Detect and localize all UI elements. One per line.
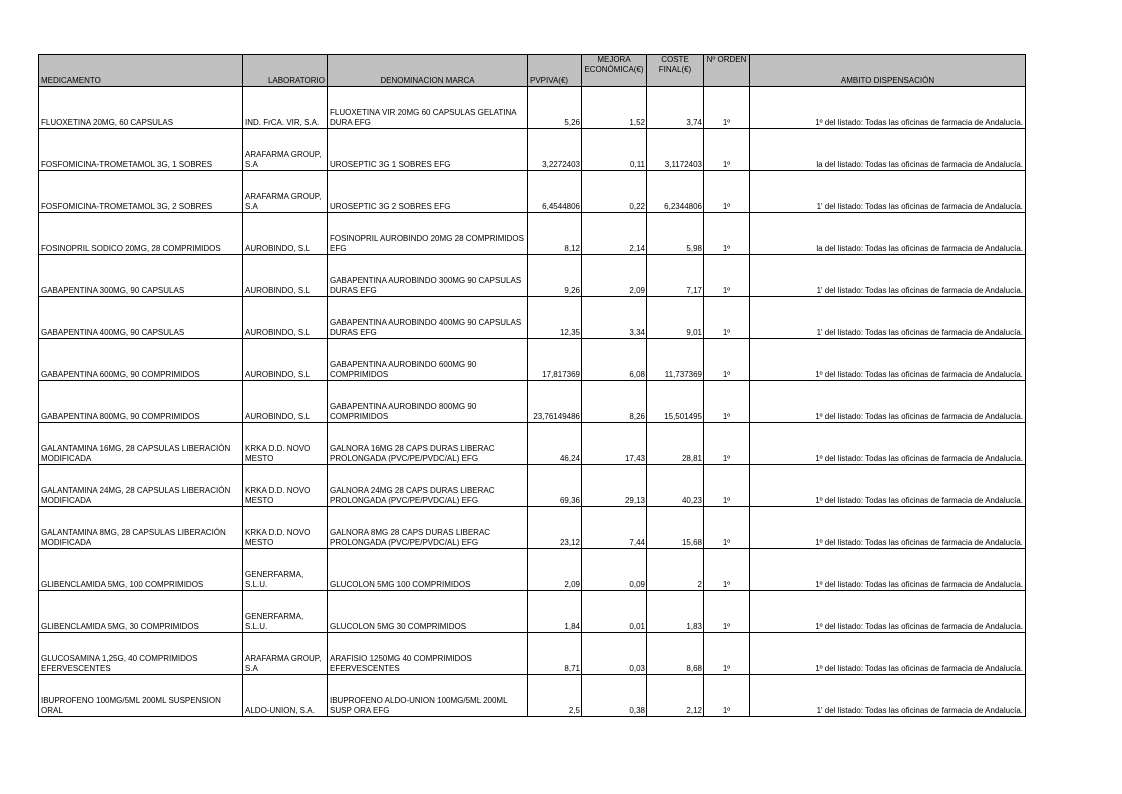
cell-orden: 1º [704, 255, 750, 297]
cell-mejora: 0,09 [582, 549, 647, 591]
cell-laboratorio: ALDO-UNION, S.A. [243, 675, 328, 717]
cell-laboratorio: GENERFARMA, S.L.U. [243, 591, 328, 633]
cell-denominacion: GABAPENTINA AUROBINDO 300MG 90 CAPSULAS DURAS EFG [328, 255, 528, 297]
cell-ambito: 1' del listado: Todas las oficinas de farmacia de Andalucía. [750, 171, 1026, 213]
cell-mejora: 0,03 [582, 633, 647, 675]
cell-pvpiva: 12,35 [528, 297, 582, 339]
table-row [39, 465, 1026, 507]
cell-orden: 1º [704, 675, 750, 717]
cell-pvpiva: 2,5 [528, 675, 582, 717]
cell-coste: 11,737369 [647, 339, 704, 381]
cell-pvpiva: 8,12 [528, 213, 582, 255]
cell-mejora: 2,09 [582, 255, 647, 297]
cell-pvpiva: 23,76149486 [528, 381, 582, 423]
cell-orden: 1º [704, 423, 750, 465]
cell-orden: 1º [704, 465, 750, 507]
table-row [39, 297, 1026, 339]
col-header-laboratorio: LABORATORIO [243, 55, 328, 87]
cell-ambito: 1' del listado: Todas las oficinas de farmacia de Andalucía. [750, 675, 1026, 717]
cell-denominacion: GABAPENTINA AUROBINDO 400MG 90 CAPSULAS DURAS EFG [328, 297, 528, 339]
cell-orden: 1º [704, 633, 750, 675]
cell-medicamento: FOSINOPRIL SODICO 20MG, 28 COMPRIMIDOS [39, 213, 243, 255]
col-header-denominacion: DENOMINACION MARCA [328, 55, 528, 87]
cell-laboratorio: IND. FrCA. VIR, S.A. [243, 87, 328, 129]
col-header-orden: Nº ORDEN [704, 55, 750, 87]
table-row [39, 213, 1026, 255]
cell-denominacion: GABAPENTINA AUROBINDO 800MG 90 COMPRIMIDOS [328, 381, 528, 423]
cell-denominacion: FOSINOPRIL AUROBINDO 20MG 28 COMPRIMIDOS EFG [328, 213, 528, 255]
cell-coste: 7,17 [647, 255, 704, 297]
cell-ambito: 1º del listado: Todas las oficinas de farmacia de Andalucía. [750, 381, 1026, 423]
cell-denominacion: ARAFISIO 1250MG 40 COMPRIMIDOS EFERVESCENTES [328, 633, 528, 675]
cell-ambito: 1º del listado: Todas las oficinas de farmacia de Andalucía. [750, 549, 1026, 591]
cell-mejora: 2,14 [582, 213, 647, 255]
cell-medicamento: FOSFOMICINA-TROMETAMOL 3G, 2 SOBRES [39, 171, 243, 213]
cell-coste: 5,98 [647, 213, 704, 255]
cell-mejora: 17,43 [582, 423, 647, 465]
cell-pvpiva: 23,12 [528, 507, 582, 549]
cell-mejora: 0,38 [582, 675, 647, 717]
cell-mejora: 0,11 [582, 129, 647, 171]
cell-coste: 28,81 [647, 423, 704, 465]
cell-laboratorio: AUROBINDO, S.L [243, 297, 328, 339]
cell-denominacion: IBUPROFENO ALDO-UNION 100MG/5ML 200ML SUSP ORA EFG [328, 675, 528, 717]
cell-medicamento: GABAPENTINA 600MG, 90 COMPRIMIDOS [39, 339, 243, 381]
cell-mejora: 0,22 [582, 171, 647, 213]
cell-mejora: 1,52 [582, 87, 647, 129]
cell-pvpiva: 69,36 [528, 465, 582, 507]
col-header-pvpiva: PVPIVA(€) [528, 55, 582, 87]
cell-laboratorio: AUROBINDO, S.L [243, 339, 328, 381]
cell-orden: 1º [704, 591, 750, 633]
cell-pvpiva: 1,84 [528, 591, 582, 633]
cell-medicamento: IBUPROFENO 100MG/5ML 200ML SUSPENSION ORAL [39, 675, 243, 717]
cell-laboratorio: AUROBINDO, S.L [243, 255, 328, 297]
cell-laboratorio: KRKA D.D. NOVO MESTO [243, 465, 328, 507]
cell-laboratorio: KRKA D.D. NOVO MESTO [243, 507, 328, 549]
cell-pvpiva: 6,4544806 [528, 171, 582, 213]
cell-pvpiva: 17,817369 [528, 339, 582, 381]
cell-laboratorio: ARAFARMA GROUP, S.A [243, 171, 328, 213]
cell-medicamento: GABAPENTINA 300MG, 90 CAPSULAS [39, 255, 243, 297]
cell-orden: 1º [704, 129, 750, 171]
cell-medicamento: GALANTAMINA 16MG, 28 CAPSULAS LIBERACIÓN MODIFICADA [39, 423, 243, 465]
col-header-medicamento: MEDICAMENTO [39, 55, 243, 87]
cell-ambito: 1º del listado: Todas las oficinas de farmacia de Andalucía. [750, 633, 1026, 675]
cell-coste: 2,12 [647, 675, 704, 717]
cell-ambito: la del listado: Todas las oficinas de farmacia de Andalucía. [750, 129, 1026, 171]
cell-laboratorio: ARAFARMA GROUP, S.A [243, 633, 328, 675]
cell-ambito: 1' del listado: Todas las oficinas de farmacia de Andalucía. [750, 297, 1026, 339]
cell-medicamento: GLIBENCLAMIDA 5MG, 100 COMPRIMIDOS [39, 549, 243, 591]
cell-medicamento: GLUCOSAMINA 1,25G, 40 COMPRIMIDOS EFERVESCENTES [39, 633, 243, 675]
cell-laboratorio: GENERFARMA, S.L.U. [243, 549, 328, 591]
cell-medicamento: GABAPENTINA 400MG, 90 CAPSULAS [39, 297, 243, 339]
table-row [39, 675, 1026, 717]
cell-coste: 3,74 [647, 87, 704, 129]
cell-pvpiva: 2,09 [528, 549, 582, 591]
cell-pvpiva: 5,26 [528, 87, 582, 129]
table-row [39, 129, 1026, 171]
cell-orden: 1º [704, 507, 750, 549]
cell-laboratorio: AUROBINDO, S.L [243, 381, 328, 423]
cell-ambito: 1º del listado: Todas las oficinas de farmacia de Andalucía. [750, 465, 1026, 507]
table-row [39, 339, 1026, 381]
cell-orden: 1º [704, 87, 750, 129]
cell-coste: 3,1172403 [647, 129, 704, 171]
cell-denominacion: FLUOXETINA VIR 20MG 60 CAPSULAS GELATINA DURA EFG [328, 87, 528, 129]
table-row [39, 171, 1026, 213]
cell-ambito: la del listado: Todas las oficinas de farmacia de Andalucía. [750, 213, 1026, 255]
cell-mejora: 8,26 [582, 381, 647, 423]
cell-ambito: 1º del listado: Todas las oficinas de farmacia de Andalucía. [750, 507, 1026, 549]
cell-pvpiva: 46,24 [528, 423, 582, 465]
cell-coste: 6,2344806 [647, 171, 704, 213]
cell-pvpiva: 8,71 [528, 633, 582, 675]
cell-medicamento: GALANTAMINA 24MG, 28 CAPSULAS LIBERACIÓN MODIFICADA [39, 465, 243, 507]
cell-denominacion: GLUCOLON 5MG 30 COMPRIMIDOS [328, 591, 528, 633]
cell-mejora: 3,34 [582, 297, 647, 339]
cell-laboratorio: KRKA D.D. NOVO MESTO [243, 423, 328, 465]
cell-orden: 1º [704, 171, 750, 213]
col-header-mejora: MEJORA ECONÓMICA(€) [582, 55, 647, 87]
cell-medicamento: FLUOXETINA 20MG, 60 CAPSULAS [39, 87, 243, 129]
table-row [39, 381, 1026, 423]
cell-coste: 15,68 [647, 507, 704, 549]
cell-denominacion: GABAPENTINA AUROBINDO 600MG 90 COMPRIMIDOS [328, 339, 528, 381]
cell-laboratorio: ARAFARMA GROUP, S.A [243, 129, 328, 171]
cell-pvpiva: 9,26 [528, 255, 582, 297]
cell-orden: 1º [704, 297, 750, 339]
table-row [39, 507, 1026, 549]
col-header-ambito: AMBITO DISPENSACIÓN [750, 55, 1026, 87]
cell-denominacion: GALNORA 8MG 28 CAPS DURAS LIBERAC PROLONGADA (PVC/PE/PVDC/AL) EFG [328, 507, 528, 549]
cell-medicamento: FOSFOMICINA-TROMETAMOL 3G, 1 SOBRES [39, 129, 243, 171]
cell-denominacion: GLUCOLON 5MG 100 COMPRIMIDOS [328, 549, 528, 591]
table-row [39, 591, 1026, 633]
cell-coste: 15,501495 [647, 381, 704, 423]
cell-orden: 1º [704, 549, 750, 591]
cell-coste: 40,23 [647, 465, 704, 507]
table-row [39, 549, 1026, 591]
cell-denominacion: GALNORA 16MG 28 CAPS DURAS LIBERAC PROLONGADA (PVC/PE/PVDC/AL) EFG [328, 423, 528, 465]
cell-ambito: 1' del listado: Todas las oficinas de farmacia de Andalucía. [750, 255, 1026, 297]
cell-ambito: 1º del listado: Todas las oficinas de farmacia de Andalucía. [750, 591, 1026, 633]
table-row [39, 87, 1026, 129]
cell-coste: 2 [647, 549, 704, 591]
header-row [39, 55, 1026, 87]
cell-coste: 8,68 [647, 633, 704, 675]
cell-mejora: 6,08 [582, 339, 647, 381]
cell-medicamento: GALANTAMINA 8MG, 28 CAPSULAS LIBERACIÓN MODIFICADA [39, 507, 243, 549]
cell-mejora: 0,01 [582, 591, 647, 633]
cell-medicamento: GABAPENTINA 800MG, 90 COMPRIMIDOS [39, 381, 243, 423]
cell-coste: 1,83 [647, 591, 704, 633]
cell-ambito: 1º del listado: Todas las oficinas de farmacia de Andalucía. [750, 423, 1026, 465]
cell-denominacion: UROSEPTIC 3G 2 SOBRES EFG [328, 171, 528, 213]
table-row [39, 255, 1026, 297]
table-row [39, 633, 1026, 675]
cell-ambito: 1º del listado: Todas las oficinas de farmacia de Andalucía. [750, 339, 1026, 381]
cell-orden: 1º [704, 339, 750, 381]
cell-coste: 9,01 [647, 297, 704, 339]
cell-pvpiva: 3,2272403 [528, 129, 582, 171]
cell-orden: 1º [704, 381, 750, 423]
cell-denominacion: GALNORA 24MG 28 CAPS DURAS LIBERAC PROLONGADA (PVC/PE/PVDC/AL) EFG [328, 465, 528, 507]
cell-medicamento: GLIBENCLAMIDA 5MG, 30 COMPRIMIDOS [39, 591, 243, 633]
cell-laboratorio: AUROBINDO, S.L [243, 213, 328, 255]
cell-mejora: 29,13 [582, 465, 647, 507]
dispensation-table [38, 54, 1026, 717]
cell-mejora: 7,44 [582, 507, 647, 549]
cell-orden: 1º [704, 213, 750, 255]
cell-ambito: 1º del listado: Todas las oficinas de farmacia de Andalucía. [750, 87, 1026, 129]
table-row [39, 423, 1026, 465]
cell-denominacion: UROSEPTIC 3G 1 SOBRES EFG [328, 129, 528, 171]
col-header-coste: COSTE FINAL(€) [647, 55, 704, 87]
